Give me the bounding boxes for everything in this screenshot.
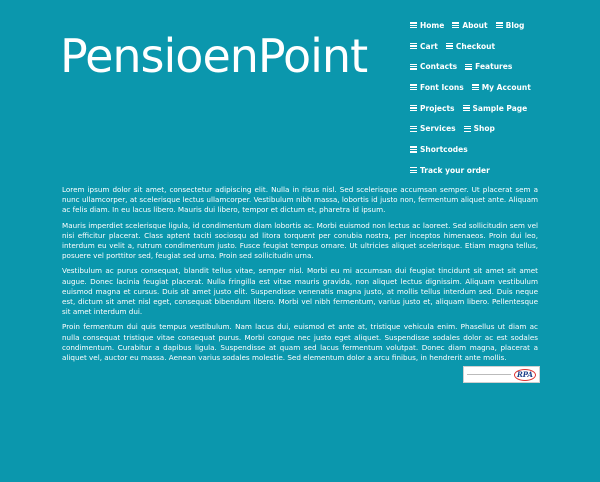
- menu-icon: [410, 63, 417, 71]
- menu-icon: [465, 63, 472, 71]
- nav-item-label: Services: [420, 124, 456, 134]
- content-paragraph: Mauris imperdiet scelerisque ligula, id condimentum diam lobortis ac. Morbi euismod non lectus ac laoreet. Sed sollicitudin sem vel nisi efficitur placerat. Class aptent taciti sociosqu ad litora torquent per conubia nostra, per inceptos himenaeos. Proin dui leo, interdum eu velit a, rutrum condimentum justo. Fusce feugiat tempus ornare. Ut ultricies aliquet scelerisque. Etiam magna tellus, posuere vel porttitor sed, feugiat sed urna. Proin sed sollicitudin urna.: [62, 220, 538, 261]
- menu-icon: [452, 21, 459, 29]
- menu-icon: [410, 21, 417, 29]
- menu-icon: [496, 21, 503, 29]
- nav-item-my-account[interactable]: [472, 83, 531, 92]
- nav-item-label: Font Icons: [420, 82, 464, 92]
- nav-item-label: My Account: [481, 82, 531, 92]
- menu-icon: [463, 104, 470, 112]
- menu-icon: [410, 145, 417, 153]
- nav-row: [410, 56, 600, 77]
- nav-row: [410, 98, 600, 119]
- nav-item-checkout[interactable]: [446, 42, 495, 51]
- nav-row: [410, 160, 600, 181]
- menu-icon: [410, 83, 417, 91]
- nav-item-font-icons[interactable]: [410, 83, 464, 92]
- nav-item-label: Projects: [420, 103, 455, 113]
- nav-row: [410, 139, 600, 160]
- badge-divider: [467, 374, 511, 375]
- nav-item-label: Checkout: [455, 41, 496, 51]
- nav-item-label: Cart: [420, 41, 438, 51]
- nav-item-cart[interactable]: [410, 42, 438, 51]
- menu-icon: [410, 42, 417, 50]
- nav-row: [410, 118, 600, 139]
- nav-item-label: About: [462, 20, 488, 30]
- menu-icon: [472, 83, 479, 91]
- nav-item-blog[interactable]: [496, 21, 525, 30]
- nav-item-projects[interactable]: [410, 104, 455, 113]
- site-logo[interactable]: PensioenPoint: [60, 29, 368, 83]
- nav-row: [410, 36, 600, 57]
- nav-item-label: Home: [420, 20, 445, 30]
- menu-icon: [446, 42, 453, 50]
- nav-item-shortcodes[interactable]: [410, 145, 468, 154]
- nav-item-label: Track your order: [420, 165, 490, 175]
- nav-item-label: Sample Page: [472, 103, 528, 113]
- menu-icon: [410, 166, 417, 174]
- nav-item-track-your-order[interactable]: [410, 166, 490, 175]
- content-paragraph: Vestibulum ac purus consequat, blandit tellus vitae, semper nisl. Morbi eu mi accumsan dui feugiat tincidunt sit amet sit amet augue. Donec lacinia feugiat placerat. Nulla fringilla est vitae mauris gravida, non aliquet lectus dignissim. Aliquam vestibulum euismod magna et cursus. Duis sit amet justo elit. Suspendisse venenatis magna justo, at mollis tellus interdum sed. Duis neque est, dictum sit amet nisl eget, consequat bibendum libero. Morbi vel nibh fermentum, varius justo et, aliquam libero. Pellentesque sit amet interdum dui.: [62, 266, 538, 317]
- nav-item-contacts[interactable]: [410, 62, 457, 71]
- nav-row: [410, 77, 600, 98]
- nav-item-sample-page[interactable]: [463, 104, 528, 113]
- content-paragraph: Lorem ipsum dolor sit amet, consectetur adipiscing elit. Nulla in risus nisl. Sed scelerisque accumsan semper. Ut placerat sem a nunc ullamcorper, at scelerisque lectus ullamcorper. Vestibulum nibh massa, lobortis id justo non, fermentum aliquet ante. Aliquam ac felis diam. In eu lacus libero. Mauris dui libero, tempor et dictum et, pharetra id ipsum.: [62, 185, 538, 215]
- nav-item-about[interactable]: [452, 21, 487, 30]
- nav-item-label: Shop: [473, 124, 495, 134]
- nav-item-shop[interactable]: [464, 124, 495, 133]
- rpa-badge[interactable]: [463, 366, 540, 383]
- nav-item-label: Contacts: [420, 62, 458, 72]
- nav-item-features[interactable]: [465, 62, 512, 71]
- menu-icon: [410, 125, 417, 133]
- rpa-logo-icon: RPA: [514, 369, 536, 381]
- nav-item-services[interactable]: [410, 124, 456, 133]
- nav-row: [410, 15, 600, 36]
- menu-icon: [410, 104, 417, 112]
- nav-item-label: Shortcodes: [420, 144, 468, 154]
- menu-icon: [464, 125, 471, 133]
- nav-item-label: Features: [475, 62, 513, 72]
- nav-item-label: Blog: [505, 20, 525, 30]
- main-content: [62, 185, 538, 368]
- main-navigation: [410, 15, 600, 181]
- nav-item-home[interactable]: [410, 21, 444, 30]
- content-paragraph: Proin fermentum dui quis tempus vestibulum. Nam lacus dui, euismod et ante at, tristique vehicula enim. Phasellus ut diam ac nulla consequat tristique vitae consequat purus. Morbi congue nec justo eget aliquet. Suspendisse sodales dolor ac est sodales condimentum. Curabitur a dapibus ligula. Suspendisse at quam sed lacus fermentum volutpat. Donec diam magna, placerat a aliquet vel, auctor eu massa. Aenean varius sodales molestie. Sed elementum dolor a arcu finibus, in hendrerit ante mollis.: [62, 322, 538, 363]
